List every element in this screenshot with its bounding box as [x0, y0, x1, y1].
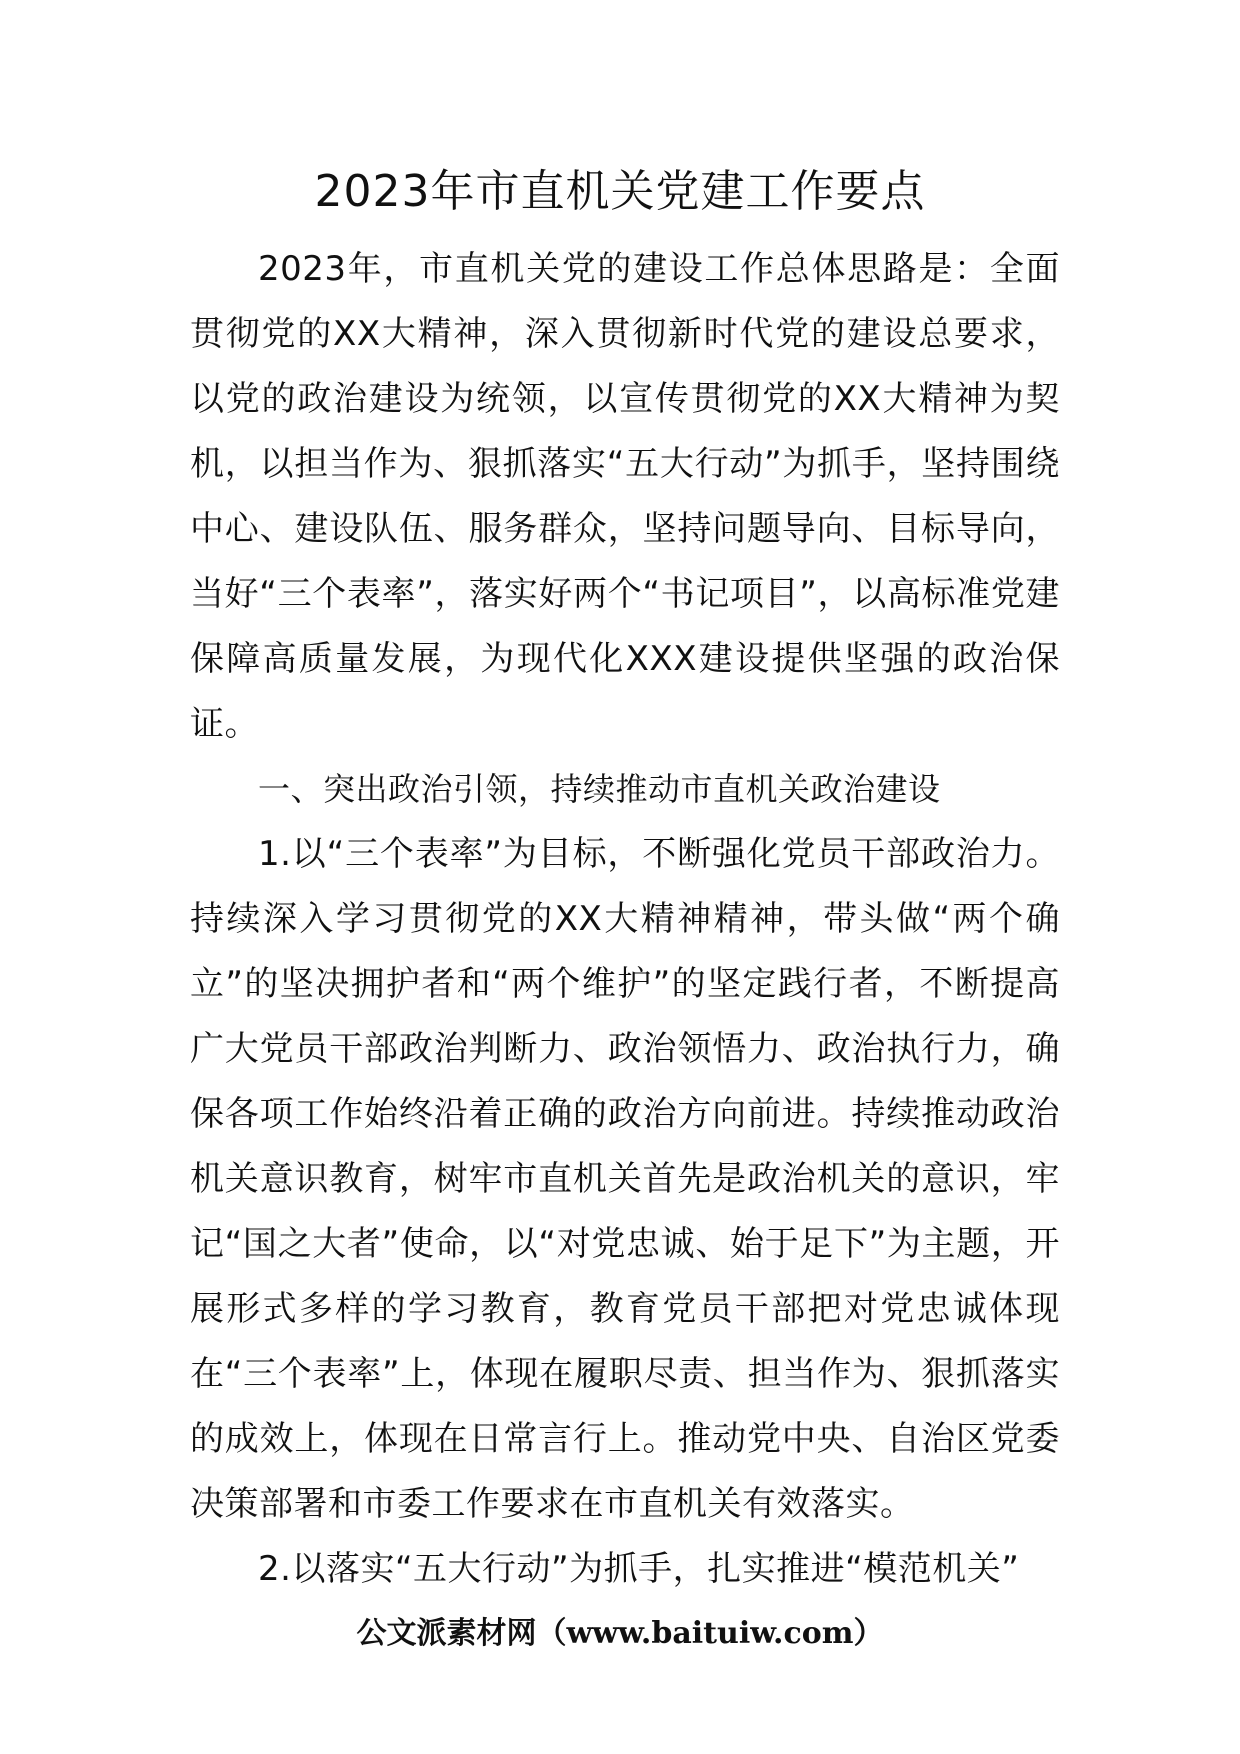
section-heading: 一、突出政治引领，持续推动市直机关政治建设 — [258, 770, 941, 808]
item-2-paragraph: 2.以落实“五大行动”为抓手，扎实推进“模范机关” — [258, 1549, 1020, 1589]
document-title: 2023年市直机关党建工作要点 — [314, 166, 926, 217]
document-body — [190, 237, 1060, 1602]
item-1-paragraph: 1.以“三个表率”为目标，不断强化党员干部政治力。持续深入学习贯彻党的XX大精神精神，带头做“两个确立”的坚决拥护者和“两个维护”的坚定践行者，不断提高广大党员干部政治判断力、政治领悟力、政治执行力，确保各项工作始终沿着正确的政治方向前进。持续推动政治机关意识教育，树牢市直机关首先是政治机关的意识，牢记“国之大者”使命，以“对党忠诚、始于足下”为主题，开展形式多样的学习教育，教育党员干部把对党忠诚体现在“三个表率”上，体现在履职尽责、担当作为、狠抓落实的成效上，体现在日常言行上。推动党中央、自治区党委决策部署和市委工作要求在市直机关有效落实。 — [190, 834, 1060, 1524]
intro-paragraph: 2023年，市直机关党的建设工作总体思路是：全面贯彻党的XX大精神，深入贯彻新时代党的建设总要求，以党的政治建设为统领，以宣传贯彻党的XX大精神为契机，以担当作为、狠抓落实“五大行动”为抓手，坚持围绕中心、建设队伍、服务群众，坚持问题导向、目标导向，当好“三个表率”，落实好两个“书记项目”，以高标准党建保障高质量发展，为现代化XXX建设提供坚强的政治保证。 — [190, 249, 1060, 744]
footer-watermark: 公文派素材网（www.baituiw.com） — [356, 1616, 884, 1651]
